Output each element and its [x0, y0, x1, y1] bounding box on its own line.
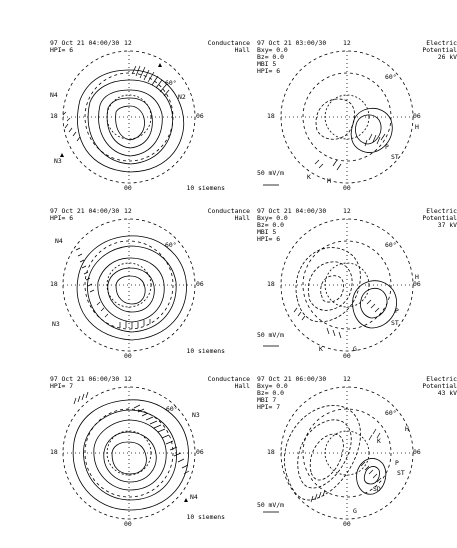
lat-label-60: 60°	[385, 241, 397, 249]
polar-plot	[257, 208, 457, 368]
header-hpi: HPI= 6	[257, 235, 281, 243]
mlt-label-06: 06	[413, 112, 421, 120]
station-label-st: ST	[391, 153, 399, 161]
header-hpi: HPI= 7	[257, 403, 281, 411]
mlt-label-12: 12	[124, 375, 132, 383]
station-label-p: P	[395, 459, 399, 467]
lat-label-60: 60°	[165, 241, 177, 249]
station-label-m: M	[327, 177, 331, 185]
station-label-st: ST	[397, 469, 405, 477]
contour-4	[107, 98, 152, 148]
mlt-label-12: 12	[343, 39, 351, 47]
mlt-label-00: 00	[343, 520, 351, 528]
header-subtitle: Hall	[234, 46, 250, 54]
header-cpcp: 37 kV	[437, 221, 457, 229]
station-label-h: H	[415, 273, 419, 281]
station-label-st: ST	[391, 319, 399, 327]
station-label-n3: N3	[52, 320, 60, 328]
header-time: 97 Oct 21 06:00/30	[50, 375, 120, 383]
station-label-n2: N2	[178, 93, 186, 101]
station-label-n4: N4	[55, 237, 63, 245]
mlt-label-18: 18	[267, 112, 275, 120]
header-hpi: HPI= 6	[257, 67, 281, 75]
panel-conductance-3	[50, 376, 250, 536]
contour-neg-1	[316, 99, 355, 139]
lat-label-60: 60°	[166, 405, 178, 413]
mlt-label-06: 06	[196, 448, 204, 456]
header-mbi: MBI 7	[257, 396, 277, 404]
mlt-label-00: 00	[124, 184, 132, 192]
station-label-n3: N3	[54, 157, 62, 165]
header-title: Electric	[426, 375, 457, 383]
panel-potential-2	[257, 208, 457, 368]
mlt-label-18: 18	[50, 448, 58, 456]
header-cpcp: 43 kV	[437, 389, 457, 397]
station-label-h: H	[405, 425, 409, 433]
header-title: Conductance	[207, 207, 250, 215]
mlt-label-06: 06	[196, 112, 204, 120]
header-subtitle: Hall	[234, 214, 250, 222]
polar-plot	[50, 40, 250, 200]
scale-footer: 10 siemens	[186, 347, 225, 355]
header-title: Electric	[426, 39, 457, 47]
contour-5	[116, 106, 145, 140]
header-bxy: Bxy= 0.0	[257, 46, 288, 54]
header-time: 97 Oct 21 03:00/30	[257, 39, 327, 47]
panel-potential-1	[257, 40, 457, 200]
header-subtitle: Potential	[422, 382, 457, 390]
station-label-n3: N3	[192, 411, 200, 419]
header-bz: Bz= 0.0	[257, 221, 284, 229]
lat-circle-70	[325, 95, 369, 139]
header-bz: Bz= 0.0	[257, 389, 284, 397]
station-label-g: G	[353, 507, 357, 515]
mlt-label-12: 12	[343, 375, 351, 383]
lat-label-60: 60°	[165, 79, 177, 87]
panel-potential-3	[257, 376, 457, 536]
station-label-k: K	[377, 437, 381, 445]
header-bz: Bz= 0.0	[257, 53, 284, 61]
lat-label-60: 60°	[385, 73, 397, 81]
header-bxy: Bxy= 0.0	[257, 214, 288, 222]
header-subtitle: Hall	[234, 382, 250, 390]
polar-plot	[257, 40, 457, 200]
header-cpcp: 26 kV	[437, 53, 457, 61]
mlt-label-12: 12	[124, 39, 132, 47]
mlt-label-06: 06	[413, 448, 421, 456]
mlt-label-06: 06	[196, 280, 204, 288]
station-label-k: K	[319, 345, 323, 353]
panel-conductance-1	[50, 40, 250, 200]
mlt-label-18: 18	[50, 280, 58, 288]
station-label-sd: SD	[373, 485, 381, 493]
header-mbi: MBI 5	[257, 60, 277, 68]
mlt-label-06: 06	[413, 280, 421, 288]
station-label-p: P	[385, 143, 389, 151]
panel-conductance-2	[50, 208, 250, 368]
contour-2	[88, 80, 173, 164]
contour-pos-1	[355, 115, 381, 144]
header-hpi: HPI= 6	[50, 46, 74, 54]
header-time: 97 Oct 21 04:00/30	[257, 207, 327, 215]
mlt-label-00: 00	[124, 520, 132, 528]
scale-footer: 50 mV/m	[257, 331, 284, 339]
header-time: 97 Oct 21 04:00/30	[50, 207, 120, 215]
station-label-p: P	[395, 307, 399, 315]
polar-plot	[257, 376, 457, 536]
lat-label-60: 60°	[385, 409, 397, 417]
mlt-label-00: 00	[124, 352, 132, 360]
header-subtitle: Potential	[422, 214, 457, 222]
polar-plot	[50, 376, 250, 536]
station-label-n4: N4	[50, 91, 58, 99]
station-n2-marker	[158, 63, 162, 67]
mlt-label-00: 00	[343, 352, 351, 360]
mlt-label-12: 12	[343, 207, 351, 215]
header-hpi: HPI= 7	[50, 382, 74, 390]
station-label-g: G	[353, 345, 357, 353]
header-title: Conductance	[207, 39, 250, 47]
mlt-label-00: 00	[343, 184, 351, 192]
scale-footer: 50 mV/m	[257, 169, 284, 177]
mlt-label-18: 18	[267, 280, 275, 288]
mlt-label-18: 18	[267, 448, 275, 456]
header-title: Electric	[426, 207, 457, 215]
header-subtitle: Potential	[422, 46, 457, 54]
mlt-label-18: 18	[50, 112, 58, 120]
mlt-label-12: 12	[124, 207, 132, 215]
header-title: Conductance	[207, 375, 250, 383]
station-label-n4: N4	[190, 493, 198, 501]
scale-footer: 10 siemens	[186, 184, 225, 192]
header-mbi: MBI 5	[257, 228, 277, 236]
header-bxy: Bxy= 0.0	[257, 382, 288, 390]
station-label-h: H	[415, 123, 419, 131]
header-time: 97 Oct 21 04:00/30	[50, 39, 120, 47]
header-hpi: HPI= 6	[50, 214, 74, 222]
scale-footer: 10 siemens	[186, 513, 225, 521]
station-label-k: K	[307, 173, 311, 181]
header-time: 97 Oct 21 06:00/30	[257, 375, 327, 383]
polar-plot	[50, 208, 250, 368]
scale-footer: 50 mV/m	[257, 501, 284, 509]
